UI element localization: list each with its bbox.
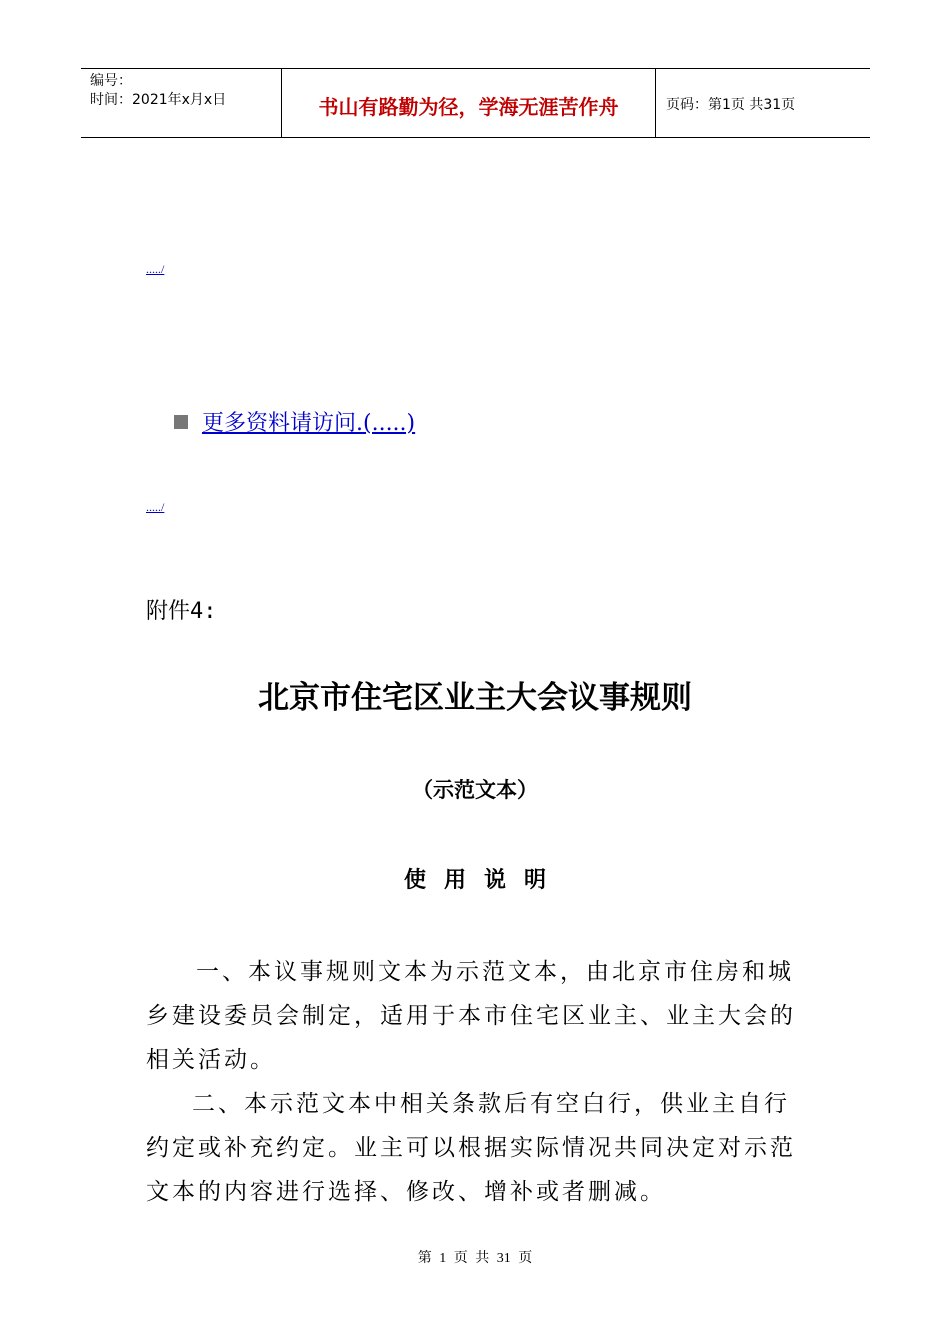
page-footer: 第 1 页 共 31 页 <box>417 1251 533 1266</box>
document-body <box>146 950 806 1214</box>
header-motto: 书山有路勤为径，学海无涯苦作舟 <box>282 69 656 137</box>
header-page-info: 页码：第1页 共31页 <box>666 97 796 113</box>
date-label: 时间：2021年x月x日 <box>90 92 227 108</box>
section-title: 使用说明 <box>403 868 564 893</box>
header-meta <box>81 69 282 137</box>
bottom-small-link[interactable]: ...../ <box>146 500 165 514</box>
square-bullet-icon <box>174 415 188 429</box>
more-resources-line <box>174 406 415 437</box>
paragraph: 一、本议事规则文本为示范文本，由北京市住房和城乡建设委员会制定，适用于本市住宅区业主、业主大会的相关活动。 <box>146 959 796 1073</box>
more-resources-link[interactable]: 更多资料请访问.(.....) <box>202 411 416 436</box>
paragraph: 二、本示范文本中相关条款后有空白行，供业主自行约定或补充约定。业主可以根据实际情况共同决定对示范文本的内容进行选择、修改、增补或者删减。 <box>146 1091 796 1205</box>
number-label: 编号： <box>90 73 132 89</box>
document-title: 北京市住宅区业主大会议事规则 <box>258 680 692 716</box>
document-subtitle: （示范文本） <box>412 778 538 802</box>
document-header <box>81 68 870 138</box>
top-small-link[interactable]: ...../ <box>146 262 165 276</box>
attachment-label: 附件4: <box>146 599 217 624</box>
